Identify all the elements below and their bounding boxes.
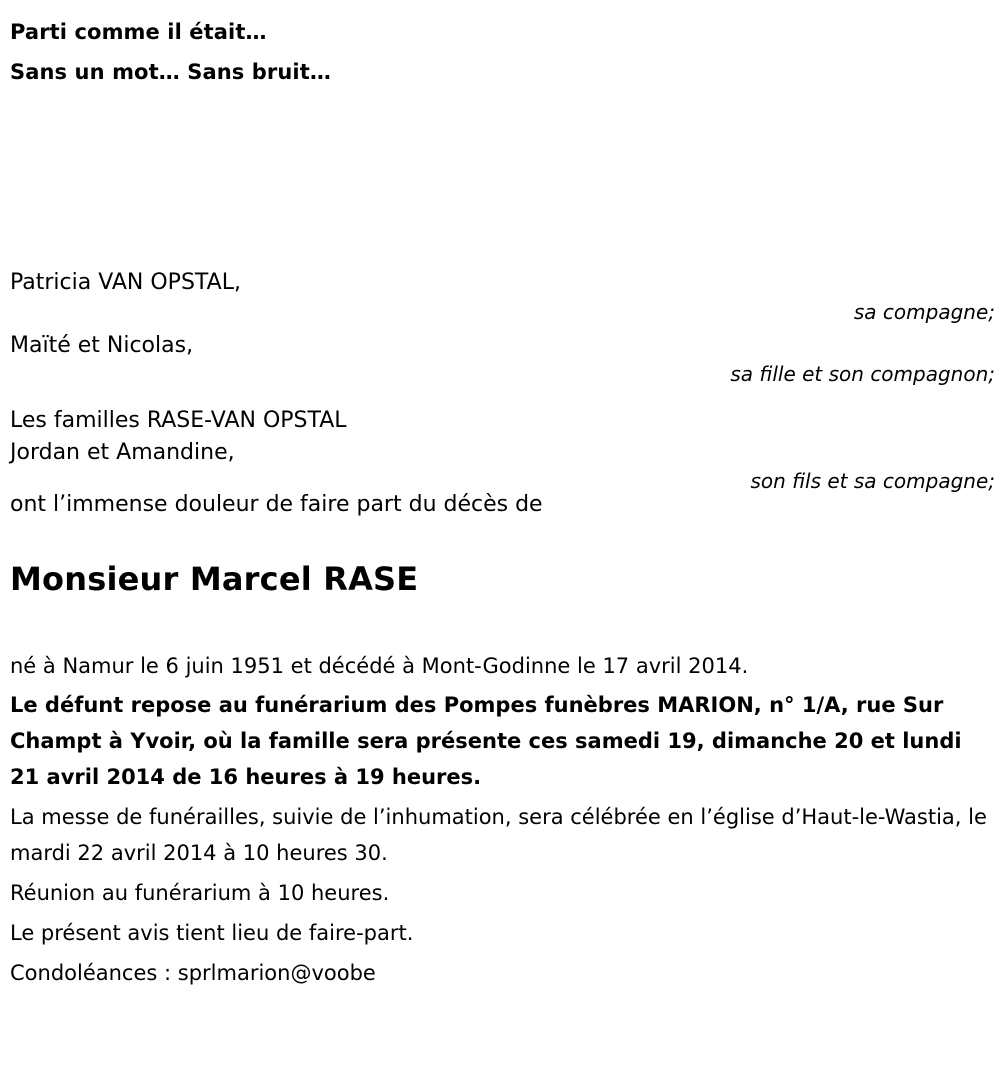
epitaph-block [10, 12, 970, 92]
announcement-lead-in: ont l’immense douleur de faire part du décès de [10, 492, 543, 517]
mass-notice: La messe de funérailles, suivie de l’inhumation, sera célébrée en l’église d’Haut-le-Wastia, le mardi 22 avril 2014 à 10 heures 30. [10, 805, 987, 865]
family-member-relation: son fils et sa compagne; [750, 469, 995, 493]
epitaph-line-2: Sans un mot… Sans bruit… [10, 60, 331, 84]
repose-notice: Le défunt repose au funérarium des Pompes funèbres MARION, n° 1/A, rue Sur Champt à Yvoir, où la famille sera présente ces samedi 19, dimanche 20 et lundi 21 avril 2014 de 16 heures à 19 heures. [10, 693, 962, 789]
family-member-name: Patricia VAN OPSTAL, [10, 270, 241, 295]
families-line: Les familles RASE-VAN OPSTAL [10, 408, 347, 433]
birth-death-line: né à Namur le 6 juin 1951 et décédé à Mont-Godinne le 17 avril 2014. [10, 654, 749, 678]
epitaph-line-1: Parti comme il était… [10, 20, 267, 44]
condolences-line: Condoléances : sprlmarion@voobe [10, 961, 376, 985]
gathering-notice: Réunion au funérarium à 10 heures. [10, 881, 390, 905]
deceased-name: Monsieur Marcel RASE [10, 560, 419, 598]
legal-notice: Le présent avis tient lieu de faire-part. [10, 921, 414, 945]
announcement-body [10, 648, 992, 991]
family-member-relation: sa fille et son compagnon; [730, 362, 995, 386]
family-member-relation: sa compagne; [853, 300, 995, 324]
family-member-name: Jordan et Amandine, [10, 440, 235, 465]
family-member-name: Maïté et Nicolas, [10, 333, 194, 358]
